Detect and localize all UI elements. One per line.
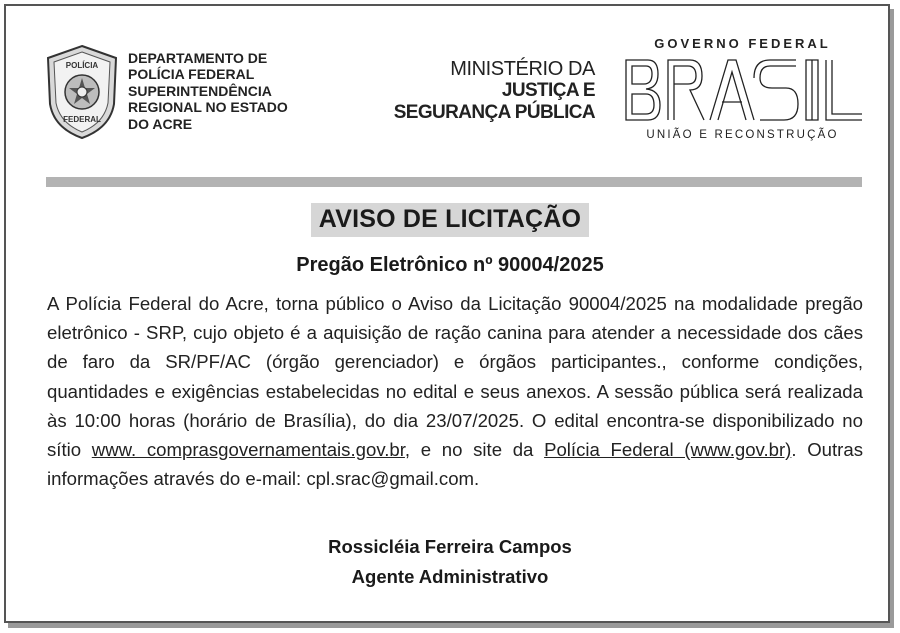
gov-subtitle: UNIÃO E RECONSTRUÇÃO bbox=[646, 129, 839, 141]
governo-federal-logo bbox=[620, 36, 865, 146]
header-divider bbox=[46, 177, 862, 187]
pf-department-text bbox=[128, 50, 338, 132]
body-text-part-1: A Polícia Federal do Acre, torna público o Aviso da Licitação 90004/2025 na modalidade pregão eletrônico - SRP, cujo objeto é a aquisição de ração canina para atender a necessidade dos cães de faro da SR/PF/AC (órgão gerenciador) e órgãos participantes., conforme condições, quantidades e exigências estabelecidas no edital e seus anexos. A sessão pública será realizada às 10:00 horas (horário de Brasília), do dia 23/07/2025. O edital encontra-se disponibilizado no sítio bbox=[47, 293, 863, 461]
pf-line: REGIONAL NO ESTADO bbox=[128, 99, 288, 116]
signature-name: Rossicléia Ferreira Campos bbox=[328, 536, 572, 557]
pf-line: POLÍCIA FEDERAL bbox=[128, 66, 255, 83]
gov-title: GOVERNO FEDERAL bbox=[654, 36, 831, 51]
pf-site-link[interactable]: Polícia Federal (www.gov.br) bbox=[544, 439, 792, 461]
body-text-part-3: . Outras informações através do e-mail: cpl.srac@gmail.com. bbox=[47, 439, 863, 490]
pf-line: DO ACRE bbox=[128, 115, 193, 132]
notice-subtitle: Pregão Eletrônico nº 90004/2025 bbox=[296, 254, 604, 276]
notice-title-wrap bbox=[0, 203, 900, 237]
notice-title: AVISO DE LICITAÇÃO bbox=[311, 203, 589, 237]
ministry-logo bbox=[360, 58, 595, 124]
police-badge-icon bbox=[44, 44, 120, 140]
pf-line: SUPERINTENDÊNCIA bbox=[128, 82, 272, 99]
body-text-part-2: , e no site da bbox=[404, 439, 545, 461]
brasil-wordmark-logo bbox=[624, 58, 864, 122]
notice-body bbox=[47, 289, 863, 493]
badge-bottom-text: FEDERAL bbox=[63, 115, 101, 124]
ministry-line-3: SEGURANÇA PÚBLICA bbox=[393, 102, 595, 123]
pf-line: DEPARTAMENTO DE bbox=[128, 50, 268, 66]
badge-top-text: POLÍCIA bbox=[65, 61, 99, 70]
signature-role: Agente Administrativo bbox=[351, 566, 549, 587]
ministry-line-1: MINISTÉRIO DA bbox=[450, 58, 595, 80]
ministry-line-2: JUSTIÇA E bbox=[501, 80, 595, 101]
pf-header bbox=[44, 44, 334, 144]
compras-link[interactable]: www. comprasgovernamentais.gov.br bbox=[91, 439, 405, 461]
